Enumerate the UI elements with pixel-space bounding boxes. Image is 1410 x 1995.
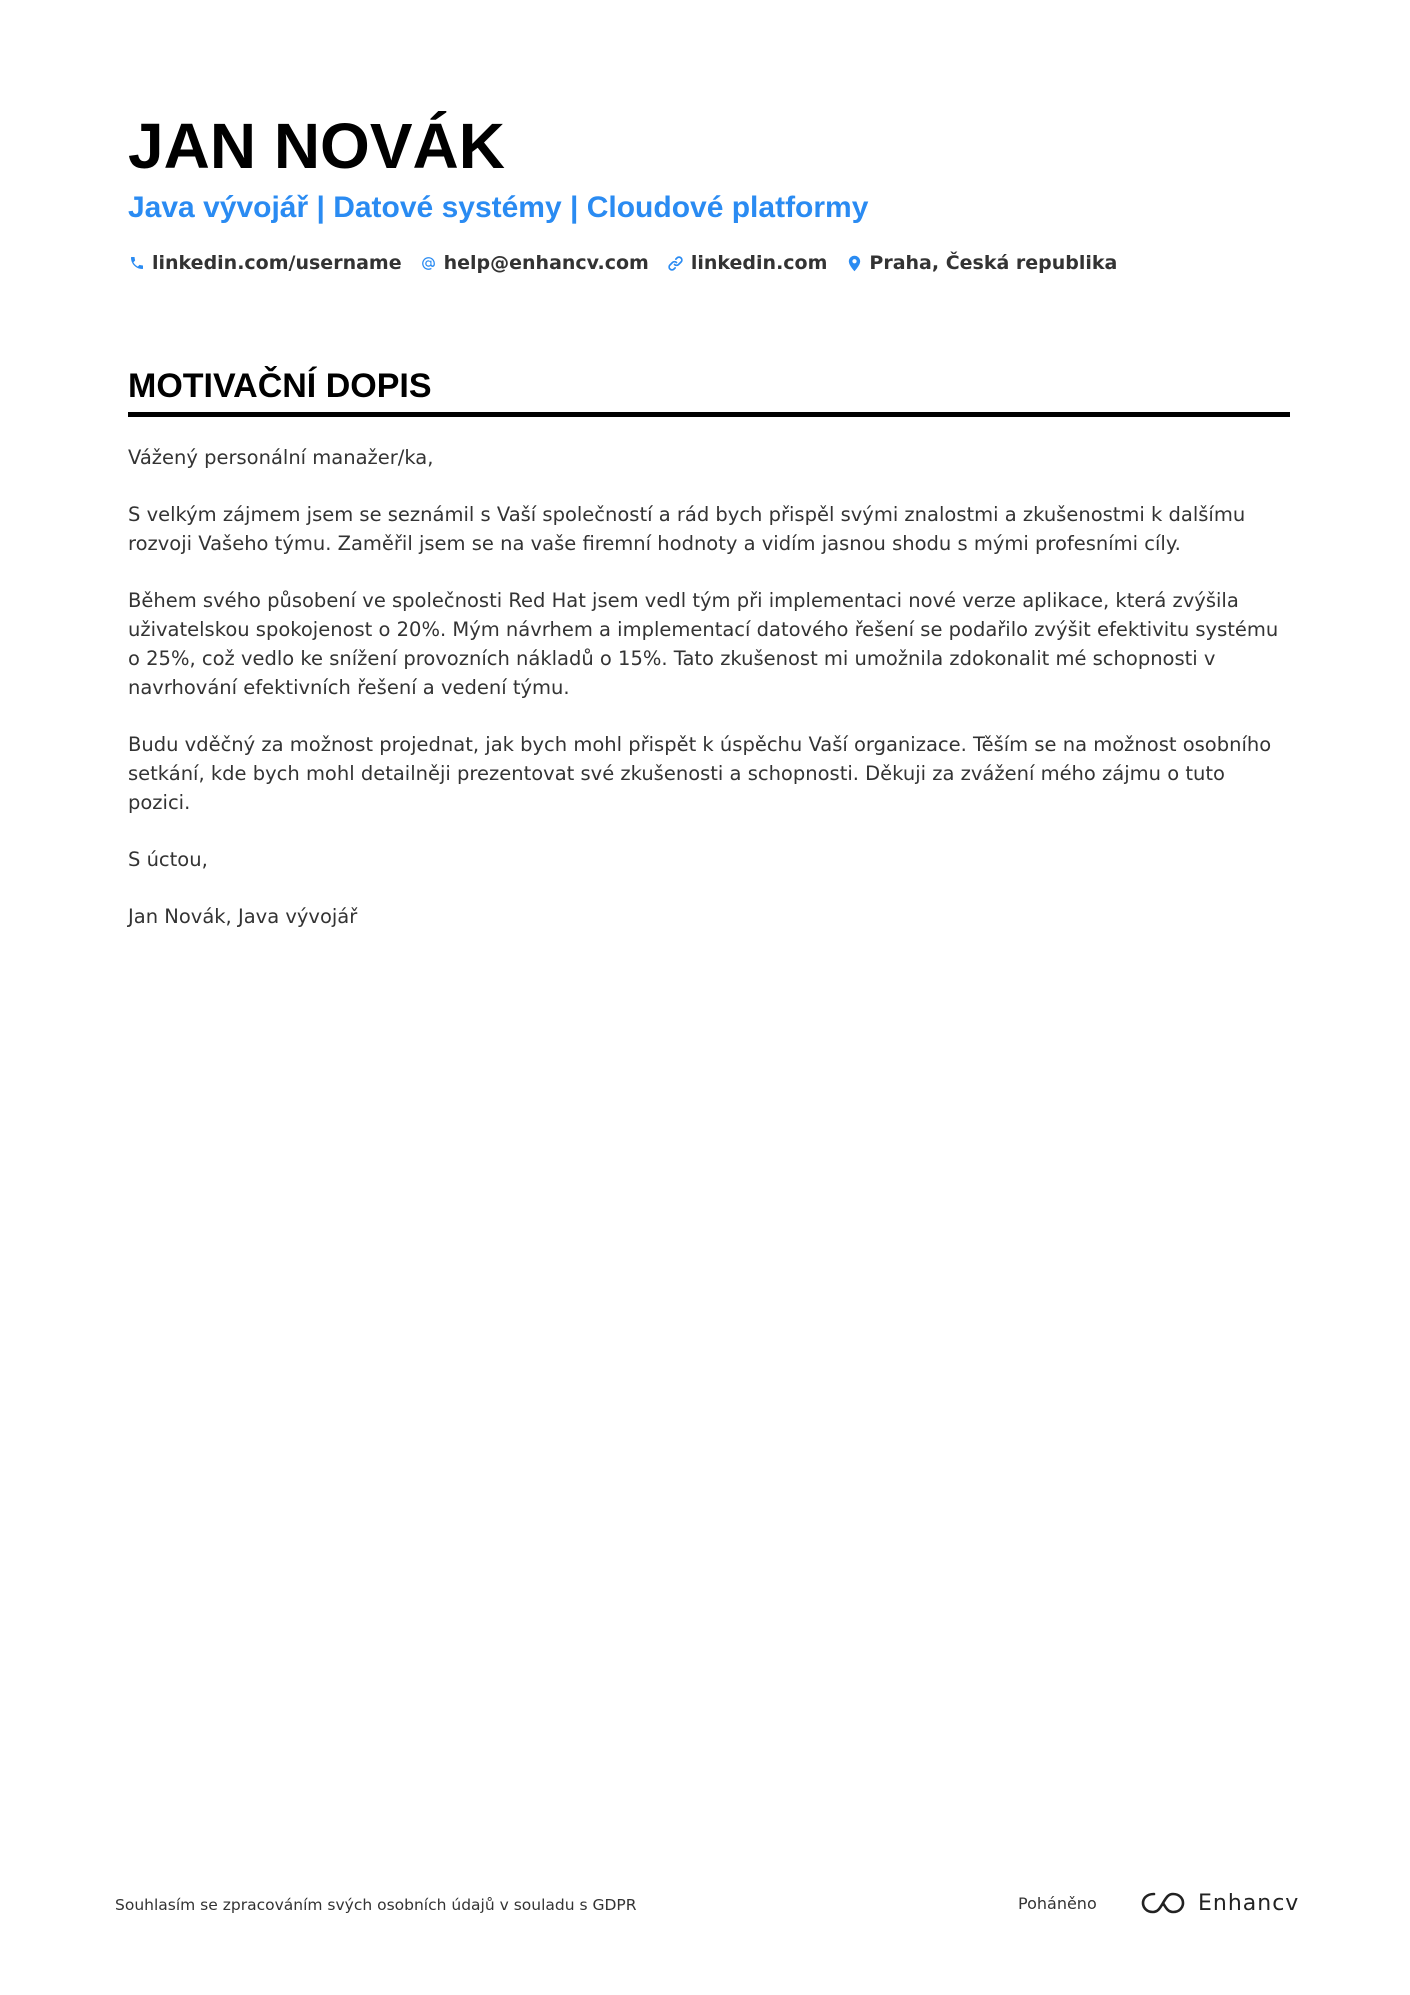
footer [115,1884,1300,1924]
contact-location-text: Praha, Česká republika [869,252,1118,274]
letter-body [128,443,1290,931]
letter-salutation: Vážený personální manažer/ka, [128,446,434,469]
section-title: MOTIVAČNÍ DOPIS [128,367,432,405]
contact-phone-text: linkedin.com/username [152,252,402,274]
contact-bar [128,248,1290,278]
location-pin-icon [845,254,863,272]
enhancv-brand[interactable] [1140,1886,1299,1920]
contact-link[interactable] [667,252,828,274]
link-icon [667,254,685,272]
letter-paragraph: S velkým zájmem jsem se seznámil s Vaší společností a rád bych přispěl svými znalostmi a zkušenostmi k dalšímu rozvoji Vašeho týmu. Zaměřil jsem se na vaše firemní hodnoty a vidím jasnou shodu s mými profesními cíly. [128,503,1246,555]
applicant-name: JAN NOVÁK [128,110,505,182]
letter-signature: Jan Novák, Java vývojář [128,905,358,928]
cover-letter-section [128,364,1290,959]
phone-icon [128,254,146,272]
applicant-headline: Java vývojář | Datové systémy | Cloudové platformy [128,191,869,224]
gdpr-consent: Souhlasím se zpracováním svých osobních údajů v souladu s GDPR [115,1896,637,1914]
section-divider [128,412,1290,417]
letter-paragraph: Budu vděčný za možnost projednat, jak bych mohl přispět k úspěchu Vaší organizace. Těším se na možnost osobního setkání, kde bych mohl detailněji prezentovat své zkušenosti a schopnosti. Děkuji za zvážení mého zájmu o tuto pozici. [128,733,1272,814]
at-icon [420,254,438,272]
letter-paragraph: Během svého působení ve společnosti Red Hat jsem vedl tým při implementaci nové verze aplikace, která zvýšila uživatelskou spokojenost o 20%. Mým návrhem a implementací datového řešení se podařilo zvýšit efektivitu systému o 25%, což vedlo ke snížení provozních nákladů o 15%. Tato zkušenost mi umožnila zdokonalit mé schopnosti v navrhování efektivních řešení a vedení týmu. [128,589,1279,699]
enhancv-logo-icon [1140,1890,1186,1916]
contact-email[interactable] [420,252,649,274]
contact-phone[interactable] [128,252,402,274]
contact-email-text: help@enhancv.com [443,252,649,274]
powered-by-label: Poháněno [1018,1894,1097,1913]
enhancv-wordmark: Enhancv [1198,1890,1300,1916]
contact-location [845,252,1117,274]
letter-closing: S úctou, [128,848,208,871]
header [128,108,1290,278]
contact-link-text: linkedin.com [690,252,828,274]
